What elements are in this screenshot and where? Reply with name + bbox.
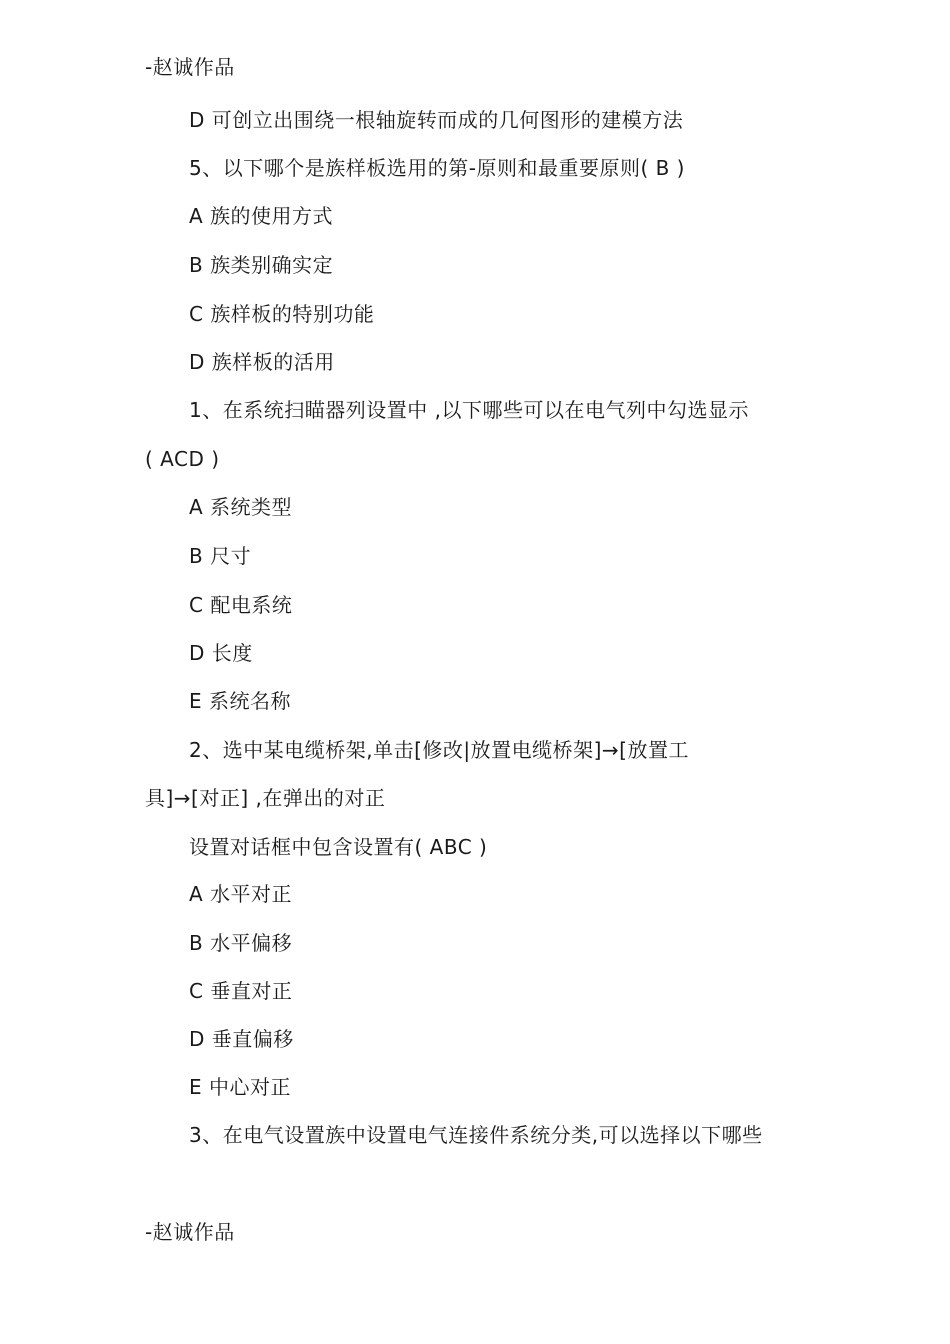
option-line: E 中心对正 xyxy=(189,1075,291,1099)
option-line: A 水平对正 xyxy=(189,882,293,906)
option-line: D 族样板的活用 xyxy=(189,350,335,374)
option-line: B 水平偏移 xyxy=(189,931,293,955)
question-line: 3、在电气设置族中设置电气连接件系统分类,可以选择以下哪些 xyxy=(189,1123,763,1147)
option-line: D 可创立出围绕一根轴旋转而成的几何图形的建模方法 xyxy=(189,108,684,132)
page-footer: -赵诚作品 xyxy=(145,1220,235,1244)
question-line: 2、选中某电缆桥架,单击[修改|放置电缆桥架]→[放置工 xyxy=(189,738,689,762)
answer-line: ( ACD ) xyxy=(145,447,220,471)
page-header: -赵诚作品 xyxy=(145,55,235,79)
option-line: A 系统类型 xyxy=(189,495,293,519)
option-line: C 配电系统 xyxy=(189,593,293,617)
option-line: B 族类别确实定 xyxy=(189,253,334,277)
option-line: D 垂直偏移 xyxy=(189,1027,294,1051)
question-continuation-line: 具]→[对正] ,在弹出的对正 xyxy=(145,786,386,810)
option-line: E 系统名称 xyxy=(189,689,291,713)
question-continuation-line: 设置对话框中包含设置有( ABC ) xyxy=(189,835,488,859)
option-line: C 垂直对正 xyxy=(189,979,293,1003)
question-line: 5、以下哪个是族样板选用的第-原则和最重要原则( B ) xyxy=(189,156,685,180)
option-line: D 长度 xyxy=(189,641,253,665)
option-line: B 尺寸 xyxy=(189,544,252,568)
question-line: 1、在系统扫瞄器列设置中 ,以下哪些可以在电气列中勾选显示 xyxy=(189,398,749,422)
option-line: C 族样板的特别功能 xyxy=(189,302,375,326)
option-line: A 族的使用方式 xyxy=(189,204,334,228)
